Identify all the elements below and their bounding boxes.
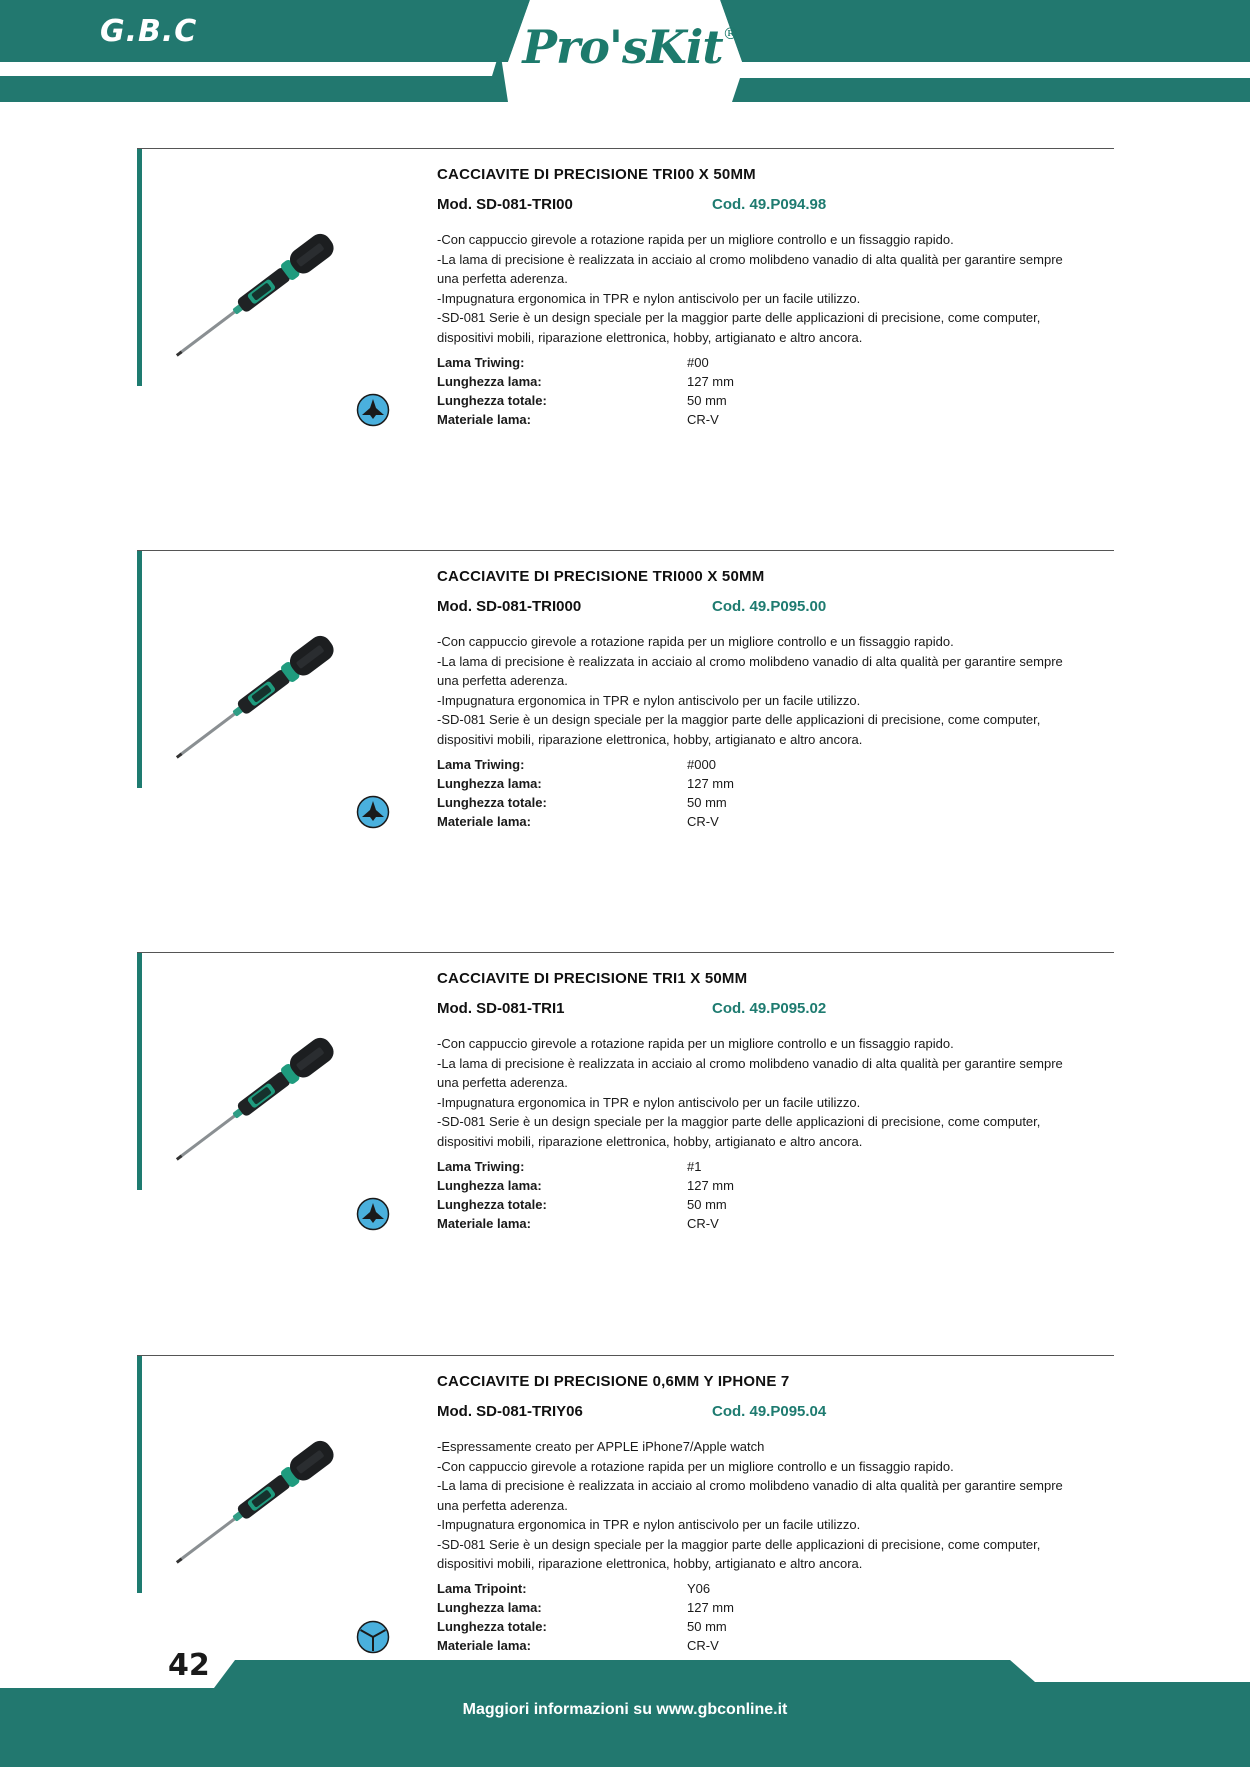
spec-row (437, 812, 837, 831)
product-block (0, 1355, 1250, 1655)
gbc-logo: G.B.C (100, 14, 198, 49)
product-block (0, 148, 1250, 448)
spec-label: Materiale lama: (437, 1638, 531, 1653)
section-divider (137, 1355, 1114, 1356)
spec-value: #000 (687, 757, 716, 772)
spec-value: CR-V (687, 1638, 719, 1653)
description-line: dispositivi mobili, riparazione elettronica, hobby, artigianato e altro ancora. (437, 1556, 863, 1571)
spec-label: Materiale lama: (437, 412, 531, 427)
spec-label: Lama Triwing: (437, 757, 525, 772)
description-line: -Impugnatura ergonomica in TPR e nylon antiscivolo per un facile utilizzo. (437, 1094, 861, 1110)
spec-table (437, 1157, 837, 1233)
screwdriver-image (160, 605, 370, 775)
spec-row (437, 410, 837, 429)
description-line: -La lama di precisione è realizzata in acciaio al cromo molibdeno vanadio di alta qualità per garantire sempre (437, 251, 1063, 267)
proskit-logo (520, 20, 740, 74)
product-model: Mod. SD-081-TRI00 (437, 196, 573, 213)
blade-type-badge (356, 1620, 390, 1654)
product-image (160, 605, 370, 775)
description-line: dispositivi mobili, riparazione elettronica, hobby, artigianato e altro ancora. (437, 1133, 863, 1149)
triwing-blade-icon (356, 795, 390, 829)
spec-table (437, 353, 837, 429)
description-line: -La lama di precisione è realizzata in acciaio al cromo molibdeno vanadio di alta qualità per garantire sempre (437, 1478, 1063, 1493)
spec-value: 127 mm (687, 1178, 734, 1193)
spec-label: Lunghezza lama: (437, 374, 542, 389)
description-line: -La lama di precisione è realizzata in acciaio al cromo molibdeno vanadio di alta qualità per garantire sempre (437, 1055, 1063, 1071)
proskit-logo-text: Pro'sKit (522, 20, 723, 74)
spec-label: Materiale lama: (437, 814, 531, 829)
product-code: Cod. 49.P095.00 (712, 598, 827, 615)
spec-value: Y06 (687, 1581, 711, 1596)
section-divider (137, 550, 1114, 551)
spec-value: 127 mm (687, 374, 734, 389)
blade-type-badge (356, 795, 390, 829)
product-description (437, 1034, 1127, 1151)
spec-value: 127 mm (687, 776, 734, 791)
product-model: Mod. SD-081-TRI000 (437, 598, 582, 615)
product-model: Mod. SD-081-TRIY06 (437, 1403, 583, 1420)
product-code: Cod. 49.P095.04 (712, 1403, 827, 1420)
description-line: -Impugnatura ergonomica in TPR e nylon antiscivolo per un facile utilizzo. (437, 1517, 861, 1532)
description-line: -SD-081 Serie è un design speciale per la maggior parte delle applicazioni di precisione, come computer, (437, 712, 1041, 727)
spec-table (437, 1579, 837, 1655)
description-line: -SD-081 Serie è un design speciale per la maggior parte delle applicazioni di precisione, come computer, (437, 1114, 1041, 1129)
spec-row (437, 1598, 837, 1617)
spec-value: 50 mm (687, 795, 727, 810)
screwdriver-image (160, 203, 370, 373)
spec-label: Materiale lama: (437, 1216, 531, 1231)
spec-row (437, 1579, 837, 1598)
spec-label: Lunghezza totale: (437, 393, 547, 408)
spec-value: CR-V (687, 1216, 719, 1231)
description-line: una perfetta aderenza. (437, 1075, 568, 1090)
accent-bar (137, 550, 142, 788)
spec-value: CR-V (687, 814, 719, 829)
spec-label: Lama Triwing: (437, 1159, 525, 1174)
product-title: CACCIAVITE DI PRECISIONE TRI1 X 50MM (437, 970, 748, 987)
screwdriver-image (160, 1410, 370, 1580)
accent-bar (137, 148, 142, 386)
description-line: -La lama di precisione è realizzata in acciaio al cromo molibdeno vanadio di alta qualità per garantire sempre (437, 653, 1063, 669)
spec-label: Lunghezza totale: (437, 795, 547, 810)
spec-row (437, 1195, 837, 1214)
description-line: dispositivi mobili, riparazione elettronica, hobby, artigianato e altro ancora. (437, 329, 863, 345)
description-line: -Con cappuccio girevole a rotazione rapida per un migliore controllo e un fissaggio rapido. (437, 1458, 954, 1474)
spec-label: Lunghezza lama: (437, 776, 542, 791)
triwing-blade-icon (356, 1197, 390, 1231)
triwing-blade-icon (356, 393, 390, 427)
footer-website-text: Maggiori informazioni su www.gbconline.it (462, 1701, 788, 1718)
product-image (160, 203, 370, 373)
spec-row (437, 1214, 837, 1233)
accent-bar (137, 952, 142, 1190)
spec-row (437, 391, 837, 410)
spec-row (437, 793, 837, 812)
description-line: -Con cappuccio girevole a rotazione rapida per un migliore controllo e un fissaggio rapido. (437, 232, 954, 247)
spec-label: Lama Triwing: (437, 355, 525, 370)
spec-row (437, 353, 837, 372)
description-line: una perfetta aderenza. (437, 271, 568, 286)
product-description (437, 632, 1127, 749)
spec-label: Lunghezza lama: (437, 1178, 542, 1193)
spec-value: 50 mm (687, 1619, 727, 1634)
product-description (437, 230, 1127, 347)
product-title: CACCIAVITE DI PRECISIONE 0,6MM Y IPHONE 7 (437, 1373, 790, 1390)
product-block (0, 952, 1250, 1252)
spec-value: CR-V (687, 412, 719, 427)
spec-label: Lunghezza totale: (437, 1619, 547, 1634)
product-block (0, 550, 1250, 850)
spec-row (437, 372, 837, 391)
description-line: -Con cappuccio girevole a rotazione rapida per un migliore controllo e un fissaggio rapido. (437, 1036, 954, 1051)
product-code: Cod. 49.P094.98 (712, 196, 827, 213)
spec-label: Lama Tripoint: (437, 1581, 527, 1596)
description-line: -Impugnatura ergonomica in TPR e nylon antiscivolo per un facile utilizzo. (437, 692, 861, 708)
spec-value: #00 (687, 355, 709, 370)
description-line: una perfetta aderenza. (437, 673, 568, 688)
spec-table (437, 755, 837, 831)
spec-row (437, 755, 837, 774)
spec-value: 127 mm (687, 1600, 734, 1615)
page-header (0, 0, 1250, 102)
page-number: 42 (168, 1648, 210, 1683)
accent-bar (137, 1355, 142, 1593)
tripoint-blade-icon (356, 1620, 390, 1654)
spec-label: Lunghezza totale: (437, 1197, 547, 1212)
product-image (160, 1007, 370, 1177)
product-title: CACCIAVITE DI PRECISIONE TRI000 X 50MM (437, 568, 765, 585)
section-divider (137, 952, 1114, 953)
spec-row (437, 1617, 837, 1636)
screwdriver-image (160, 1007, 370, 1177)
product-title: CACCIAVITE DI PRECISIONE TRI00 X 50MM (437, 166, 756, 183)
product-code: Cod. 49.P095.02 (712, 1000, 827, 1017)
spec-row (437, 774, 837, 793)
spec-value: #1 (687, 1159, 702, 1174)
spec-row (437, 1157, 837, 1176)
description-line: -Espressamente creato per APPLE iPhone7/Apple watch (437, 1439, 765, 1454)
product-image (160, 1410, 370, 1580)
product-model: Mod. SD-081-TRI1 (437, 1000, 565, 1017)
product-description (437, 1437, 1127, 1574)
description-line: -Con cappuccio girevole a rotazione rapida per un migliore controllo e un fissaggio rapido. (437, 634, 954, 649)
description-line: -Impugnatura ergonomica in TPR e nylon antiscivolo per un facile utilizzo. (437, 290, 861, 306)
spec-row (437, 1176, 837, 1195)
description-line: dispositivi mobili, riparazione elettronica, hobby, artigianato e altro ancora. (437, 731, 863, 747)
spec-row (437, 1636, 837, 1655)
spec-value: 50 mm (687, 1197, 727, 1212)
blade-type-badge (356, 393, 390, 427)
spec-label: Lunghezza lama: (437, 1600, 542, 1615)
description-line: -SD-081 Serie è un design speciale per la maggior parte delle applicazioni di precisione, come computer, (437, 1536, 1041, 1552)
section-divider (137, 148, 1114, 149)
registered-mark: ® (722, 23, 738, 43)
description-line: una perfetta aderenza. (437, 1497, 568, 1513)
spec-value: 50 mm (687, 393, 727, 408)
blade-type-badge (356, 1197, 390, 1231)
description-line: -SD-081 Serie è un design speciale per la maggior parte delle applicazioni di precisione, come computer, (437, 310, 1041, 325)
